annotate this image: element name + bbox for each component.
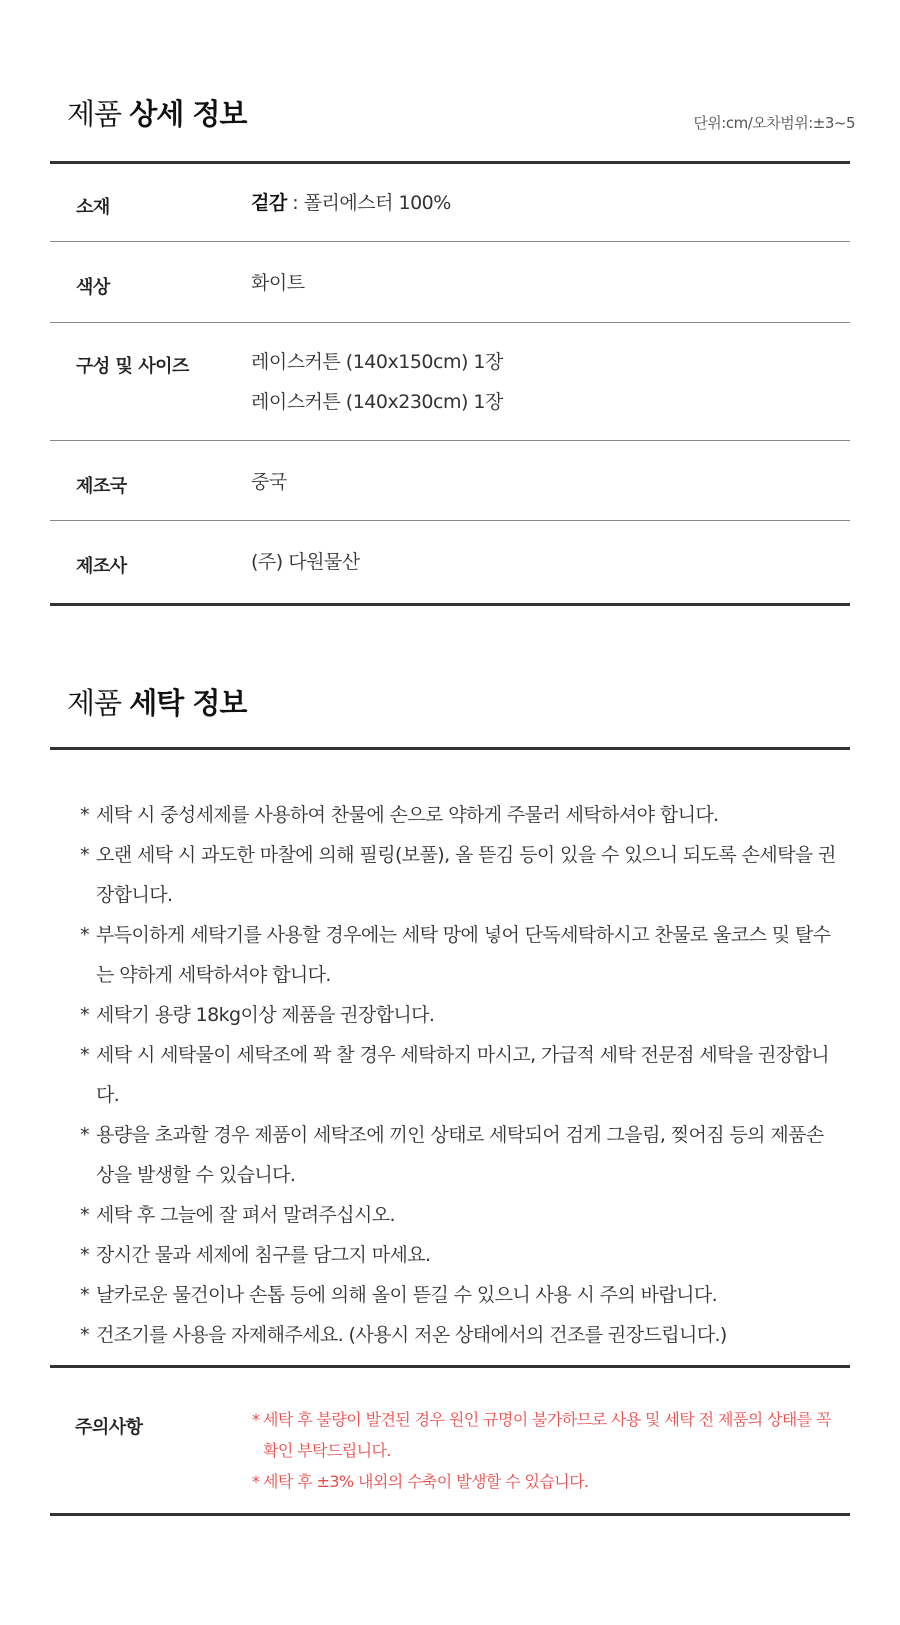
- wash-instruction-item: * 부득이하게 세탁기를 사용할 경우에는 세탁 망에 넣어 단독세탁하시고 찬물로 울코스 및 탈수는 약하게 세탁하셔야 합니다.: [80, 915, 840, 995]
- composition-line: 레이스커튼 (140x230cm) 1장: [251, 391, 503, 413]
- wash-instruction-item: * 세탁 후 그늘에 잘 펴서 말려주십시오.: [80, 1195, 840, 1235]
- wash-top-rule: [50, 747, 850, 750]
- detail-bottom-rule: [50, 603, 850, 606]
- wash-instruction-item: * 세탁기 용량 18kg이상 제품을 권장합니다.: [80, 995, 840, 1035]
- row-divider: [50, 241, 850, 242]
- wash-instructions-list: [80, 795, 840, 1355]
- wash-instruction-item: * 장시간 물과 세제에 침구를 담그지 마세요.: [80, 1235, 840, 1275]
- detail-title-light: 제품: [67, 97, 130, 131]
- row-divider: [50, 440, 850, 441]
- wash-instruction-item: * 세탁 시 중성세제를 사용하여 찬물에 손으로 약하게 주물러 세탁하셔야 합니다.: [80, 795, 840, 835]
- unit-note: 단위:cm/오차범위:±3~5: [693, 114, 855, 132]
- caution-top-rule: [50, 1365, 850, 1368]
- material-part-label: 겉감: [251, 192, 287, 214]
- caution-list: [252, 1404, 842, 1497]
- row-divider: [50, 520, 850, 521]
- row-label-manufacturer: 제조사: [76, 556, 127, 577]
- wash-section-title: [67, 681, 246, 722]
- wash-instruction-item: * 세탁 시 세탁물이 세탁조에 꽉 찰 경우 세탁하지 마시고, 가급적 세탁 전문점 세탁을 권장합니다.: [80, 1035, 840, 1115]
- material-value: : 폴리에스터 100%: [286, 192, 451, 214]
- caution-item: * 세탁 후 ±3% 내외의 수축이 발생할 수 있습니다.: [252, 1466, 842, 1497]
- wash-instruction-item: * 오랜 세탁 시 과도한 마찰에 의해 필링(보풀), 올 뜯김 등이 있을 수 있으니 되도록 손세탁을 권장합니다.: [80, 835, 840, 915]
- caution-label: 주의사항: [75, 1417, 143, 1438]
- caution-bottom-rule: [50, 1513, 850, 1516]
- row-label-color: 색상: [76, 277, 110, 298]
- row-value-composition: [251, 342, 503, 422]
- detail-title-bold: 상세 정보: [129, 97, 247, 131]
- row-divider: [50, 322, 850, 323]
- composition-line: 레이스커튼 (140x150cm) 1장: [251, 351, 503, 373]
- row-value-material: [251, 183, 451, 223]
- wash-instruction-item: * 건조기를 사용을 자제해주세요. (사용시 저온 상태에서의 건조를 권장드립니다.): [80, 1315, 840, 1355]
- detail-section-title: [67, 92, 246, 133]
- wash-instruction-item: * 용량을 초과할 경우 제품이 세탁조에 끼인 상태로 세탁되어 검게 그을림, 찢어짐 등의 제품손상을 발생할 수 있습니다.: [80, 1115, 840, 1195]
- row-label-composition: 구성 및 사이즈: [76, 356, 189, 377]
- row-label-country: 제조국: [76, 476, 127, 497]
- row-value-country: 중국: [251, 471, 287, 493]
- caution-item: * 세탁 후 불량이 발견된 경우 원인 규명이 불가하므로 사용 및 세탁 전 제품의 상태를 꼭 확인 부탁드립니다.: [252, 1404, 842, 1466]
- wash-title-bold: 세탁 정보: [129, 686, 247, 720]
- row-value-color: 화이트: [251, 272, 305, 294]
- wash-instruction-item: * 날카로운 물건이나 손톱 등에 의해 올이 뜯길 수 있으니 사용 시 주의 바랍니다.: [80, 1275, 840, 1315]
- wash-title-light: 제품: [67, 686, 130, 720]
- row-label-material: 소재: [76, 197, 110, 218]
- row-value-manufacturer: (주) 다원물산: [251, 551, 360, 573]
- detail-top-rule: [50, 161, 850, 164]
